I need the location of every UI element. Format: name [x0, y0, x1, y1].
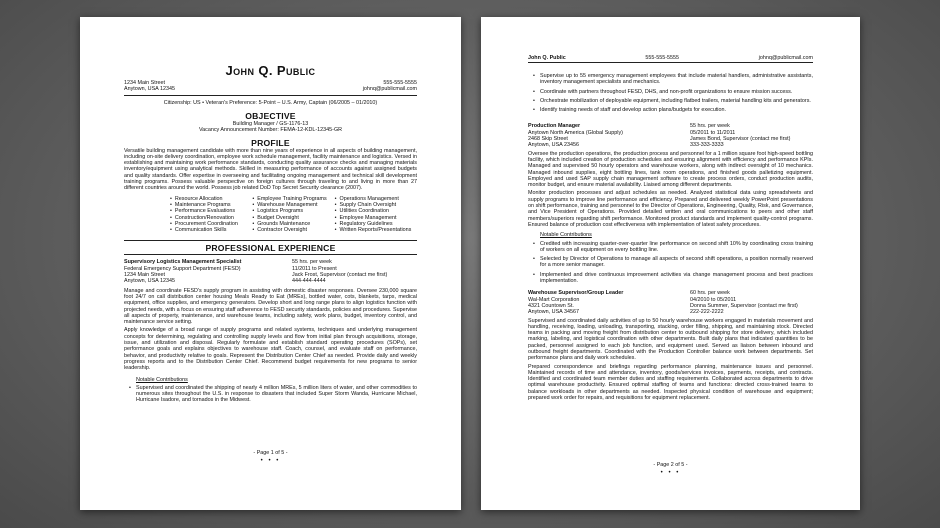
job-supervisor: Jack Frost, Supervisor (contact me first) — [292, 272, 388, 279]
job-title: Production Manager — [528, 123, 581, 130]
footer-dots: • • • — [260, 458, 281, 464]
skill-item: • Grounds Maintenance — [252, 221, 334, 227]
duty-item: • Identify training needs of staff and develop action plans/budgets for execution. — [540, 107, 813, 113]
skill-item: • Budget Oversight — [252, 215, 334, 221]
skill-item: • Employee Management — [335, 215, 417, 221]
header-email: johnq@publicmail.com — [758, 55, 813, 61]
page1-body — [124, 111, 417, 407]
skills-column-3 — [335, 196, 417, 234]
notable-contributions-label: Notable Contributions — [136, 376, 188, 383]
contribution-item: • Supervised and coordinated the shipping of nearly 4 million MREs, 5 million liters of water, and other commodities to numerous sites throughout the U.S. in response to disasters that included Super Storm Wanda, Hurricane Michael, Hurricane Isadore, and tornados in the Midwest. — [136, 385, 417, 404]
resume-page-2 — [481, 17, 860, 510]
contribution-item: • Selected by Director of Operations to manage all aspects of second shift operations, a position normally reserved for a more senior manager. — [540, 256, 813, 269]
resume-page-1 — [80, 17, 461, 510]
job-paragraph: Prepared correspondence and briefings regarding performance planning, maintenance issues and personnel. Maintained records of time and attendance, inventory, goods/services invoices, payments, receipts, and contracts. Identified and coordinated team member duties and staffing requirements. Collaborated across departments to drive optimal warehouse productivity. Ensured optimal staffing of teams and functions: directed cross-trained teams to balance workloads in other departments as needed. Inspected physical condition of warehouse and equipment; prepared work order for repairs, and requisitions for equipment replacement. — [528, 363, 813, 402]
skill-item: • Contractor Oversight — [252, 227, 334, 233]
header-name: John Q. Public — [528, 55, 566, 61]
job-supervisor: Donna Summer, Supervisor (contact me first) — [690, 302, 798, 309]
job-supervisor: James Bond, Supervisor (contact me first) — [690, 136, 791, 143]
notable-contributions-list — [528, 241, 813, 285]
divider — [124, 254, 417, 255]
skill-item: • Logistics Programs — [252, 208, 334, 214]
job-org: Federal Emergency Support Department (FESD) — [124, 265, 241, 272]
job-hours: 55 hrs. per week — [690, 123, 730, 130]
skill-item: • Employee Training Programs — [252, 196, 334, 202]
phone: 555-555-5555 — [383, 80, 417, 86]
email: johnq@publicmail.com — [362, 86, 417, 93]
duty-item: • Coordinate with partners throughout FESD, DHS, and non-profit organizations to ensure mission success. — [540, 89, 813, 95]
duty-item: • Supervise up to 55 emergency management employees that include material handlers, administrative assistants, inventory management specialists and mechanics. — [540, 73, 813, 86]
header-phone: 555-555-5555 — [645, 55, 679, 61]
objective-heading: OBJECTIVE — [245, 111, 296, 121]
skill-item: • Maintenance Programs — [170, 202, 252, 208]
objective-line-2: Vacancy Announcement Number: FEMA-12-KDL-12345-GR — [198, 127, 343, 134]
contact-block — [124, 80, 417, 96]
notable-contributions-list — [124, 385, 417, 404]
notable-contributions-label: Notable Contributions — [540, 232, 592, 239]
job-dates: 11/2011 to Present — [292, 265, 337, 272]
job-supervisor-phone: 444-444-4444 — [292, 278, 326, 285]
contribution-item: • Implemented and drive continuous improvement activities via change management process and best practices implementation. — [540, 272, 813, 285]
candidate-name: John Q. Public — [225, 63, 316, 78]
job-org: Anytown North America (Global Supply) — [528, 129, 623, 136]
experience-heading: PROFESSIONAL EXPERIENCE — [205, 243, 336, 254]
continued-bullets — [528, 73, 813, 113]
job-paragraph: Monitor production processes and adjust schedules as needed. Analyzed statistical data using spreadsheets and supply programs to improve line performance and efficiency. Prepared and delivered weekly PowerPoint presentations on shift performance, training and personnel to the Director of Operations, Engineering, Quality, Risk, and Governance, and Vice President of Operations. Provided detailed written and oral communications to peers and other staff members/superiors regarding shift performance. Monitored product standards and implement quality-control programs. Ensured balance of production cost effectiveness with implementation of latest safety procedures. — [528, 190, 813, 228]
job-city: Anytown, USA 12345 — [124, 278, 175, 285]
job-paragraph: Supervised and coordinated daily activities of up to 50 hourly warehouse workers engaged in materials movement and handling, receiving, loading, unloading, transporting, stacking, order filling, shipping, and maintaining stock. Directed teams in packing and moving freight from distribution center to outbound shipping for store delivery, which included marking, labeling, and logistical coordination with other departments. Built daily plans that indicated quantities to be packed, personnel assigned to each job function, and equipment used. Served as liaison between inbound and outbound freight departments. Coordinated with the Production Controller balance work between departments. Set performance plans and daily work schedules. — [528, 317, 813, 362]
job-city: Anytown, USA 34567 — [528, 309, 579, 316]
job-city: Anytown, USA 23456 — [528, 142, 579, 149]
running-header — [528, 55, 813, 63]
skill-item: • Regulatory Guidelines — [335, 221, 417, 227]
skill-item: • Construction/Renovation — [170, 215, 252, 221]
skills-column-2 — [252, 196, 334, 234]
skill-item: • Supply Chain Oversight — [335, 202, 417, 208]
job-paragraph: Apply knowledge of a broad range of supply programs and related systems, techniques and underlying management concepts for determining, regulating and controlling supply levels and flow from initial plan through acquisitions, storage, issue, and utilization and disposal. Regularly formulate and establish standard operating procedures (SOPs), set performance goals and explains objectives to warehouse staff. Coach, counsel, and evaluate staff on performance, behavior, and productivity relative to goals. Represent the Distribution Center Chief as needed. Provide daily and weekly progress reports and to the Distribution Center Chief. Recommend budget requirements for new programs to senior leadership. — [124, 327, 417, 372]
job-dates: 04/2010 to 05/2011 — [690, 296, 737, 303]
skill-item: • Procurement Coordination — [170, 221, 252, 227]
skill-item: • Operations Management — [335, 196, 417, 202]
skills-list — [170, 196, 417, 234]
job-title: Warehouse Supervisor/Group Leader — [528, 290, 624, 297]
city-line: Anytown, USA 12345 — [124, 86, 175, 93]
job-supervisor-phone: 222-222-2222 — [690, 309, 724, 316]
job-paragraph: Manage and coordinate FESD's supply program in assisting with domestic disaster responses. Oversee 230,000 square foot 24/7 on call distribution center housing Meals Ready to Eat (MREs), bottled water, cots, blankets, tarps, medical equipment, office supplies, and emergency generators. Develop short and long range plans to align logistics function with projected needs, with a focus on ensuring staff adherence to FESD security standards, policies and procedures. Supervise all aspects of property, maintenance, and warehouse teams, including safety, work plans, budget, inventory control, and maintenance service setting. — [124, 287, 417, 326]
job-hours: 60 hrs. per week — [690, 290, 730, 297]
job-street: 4321 Countown St. — [528, 302, 574, 309]
profile-heading: PROFILE — [251, 137, 290, 148]
objective-line-1: Building Manager / GS-1176-13 — [232, 121, 309, 127]
skill-item: • Warehouse Management — [252, 202, 334, 208]
job-paragraph: Oversee the production operations, the production process and personnel for a 1 million square foot high-speed bottling facility, which included creation of production schedules and ensuring alignment with efficiency and performance KPIs. Managed and supervised 50 hourly operators and warehouse workers, along with indirect oversight of 10 mechanics. Managed inbound supplies, eight bottling lines, tank room operations, and finished goods palletizing equipment. Employed and used SAP supply chain management software to create process orders, conduct production audits, monitor budget, and ensure material availability. Liaised among different departments. — [528, 150, 813, 189]
job-street: 2468 Skip Street — [528, 136, 568, 143]
skill-item: • Written Reports/Presentations — [335, 227, 417, 233]
divider — [124, 240, 417, 241]
profile-text: Versatile building management candidate with more than nine years of experience in all aspects of building management, including on-site delivery coordination, employee work schedule management, facility maintenance and logistics. Versed in establishing and maintaining work performance standards, conducting quality assurance checks and managing materials inventory/equipment using analytical methods. Skilled in measuring performance of accounts against assigned budgets and quality standards. Offer expertise in overseeing and facilitating ongoing management and technical skill development training programs. Possess valuable perspective on foreign cultures through traveling to and living in more than 27 different countries around the world. Possess job related DoD Top Secret Security clearance (2007). — [124, 147, 417, 192]
skill-item: • Utilities Coordination — [335, 208, 417, 214]
job-dates: 05/2011 to 11/2011 — [690, 129, 736, 136]
citizenship-line: Citizenship: US • Veteran's Preference: 5-Point – U.S. Army, Captain (06/2005 – 01/2010) — [163, 99, 378, 106]
job-street: 1234 Main Street — [124, 272, 166, 279]
footer-dots: • • • — [660, 470, 681, 476]
skill-item: • Performance Evaluations — [170, 208, 252, 214]
skill-item: • Resource Allocation — [170, 196, 252, 202]
job-entry-3 — [528, 290, 813, 401]
job-title: Supervisory Logistics Management Specialist — [124, 259, 242, 266]
duty-item: • Orchestrate mobilization of deployable equipment, including flatbed trailers, material handling kits and generators. — [540, 98, 813, 104]
job-entry-1 — [124, 259, 417, 403]
job-entry-2 — [528, 123, 813, 284]
page2-body — [528, 71, 813, 401]
contribution-item: • Credited with increasing quarter-over-quarter line performance on second shift 10% by coordinating cross training of workers on all equipment on every bottling line. — [540, 241, 813, 254]
page-footer: - Page 1 of 5 - — [253, 450, 288, 456]
job-supervisor-phone: 333-333-3333 — [690, 142, 724, 149]
address-line: 1234 Main Street — [124, 80, 166, 86]
skills-column-1 — [170, 196, 252, 234]
job-hours: 55 hrs. per week — [292, 259, 332, 266]
skill-item: • Communication Skills — [170, 227, 252, 233]
job-org: Wal-Mart Corporation — [528, 296, 580, 303]
page-footer: - Page 2 of 5 - — [653, 462, 688, 468]
